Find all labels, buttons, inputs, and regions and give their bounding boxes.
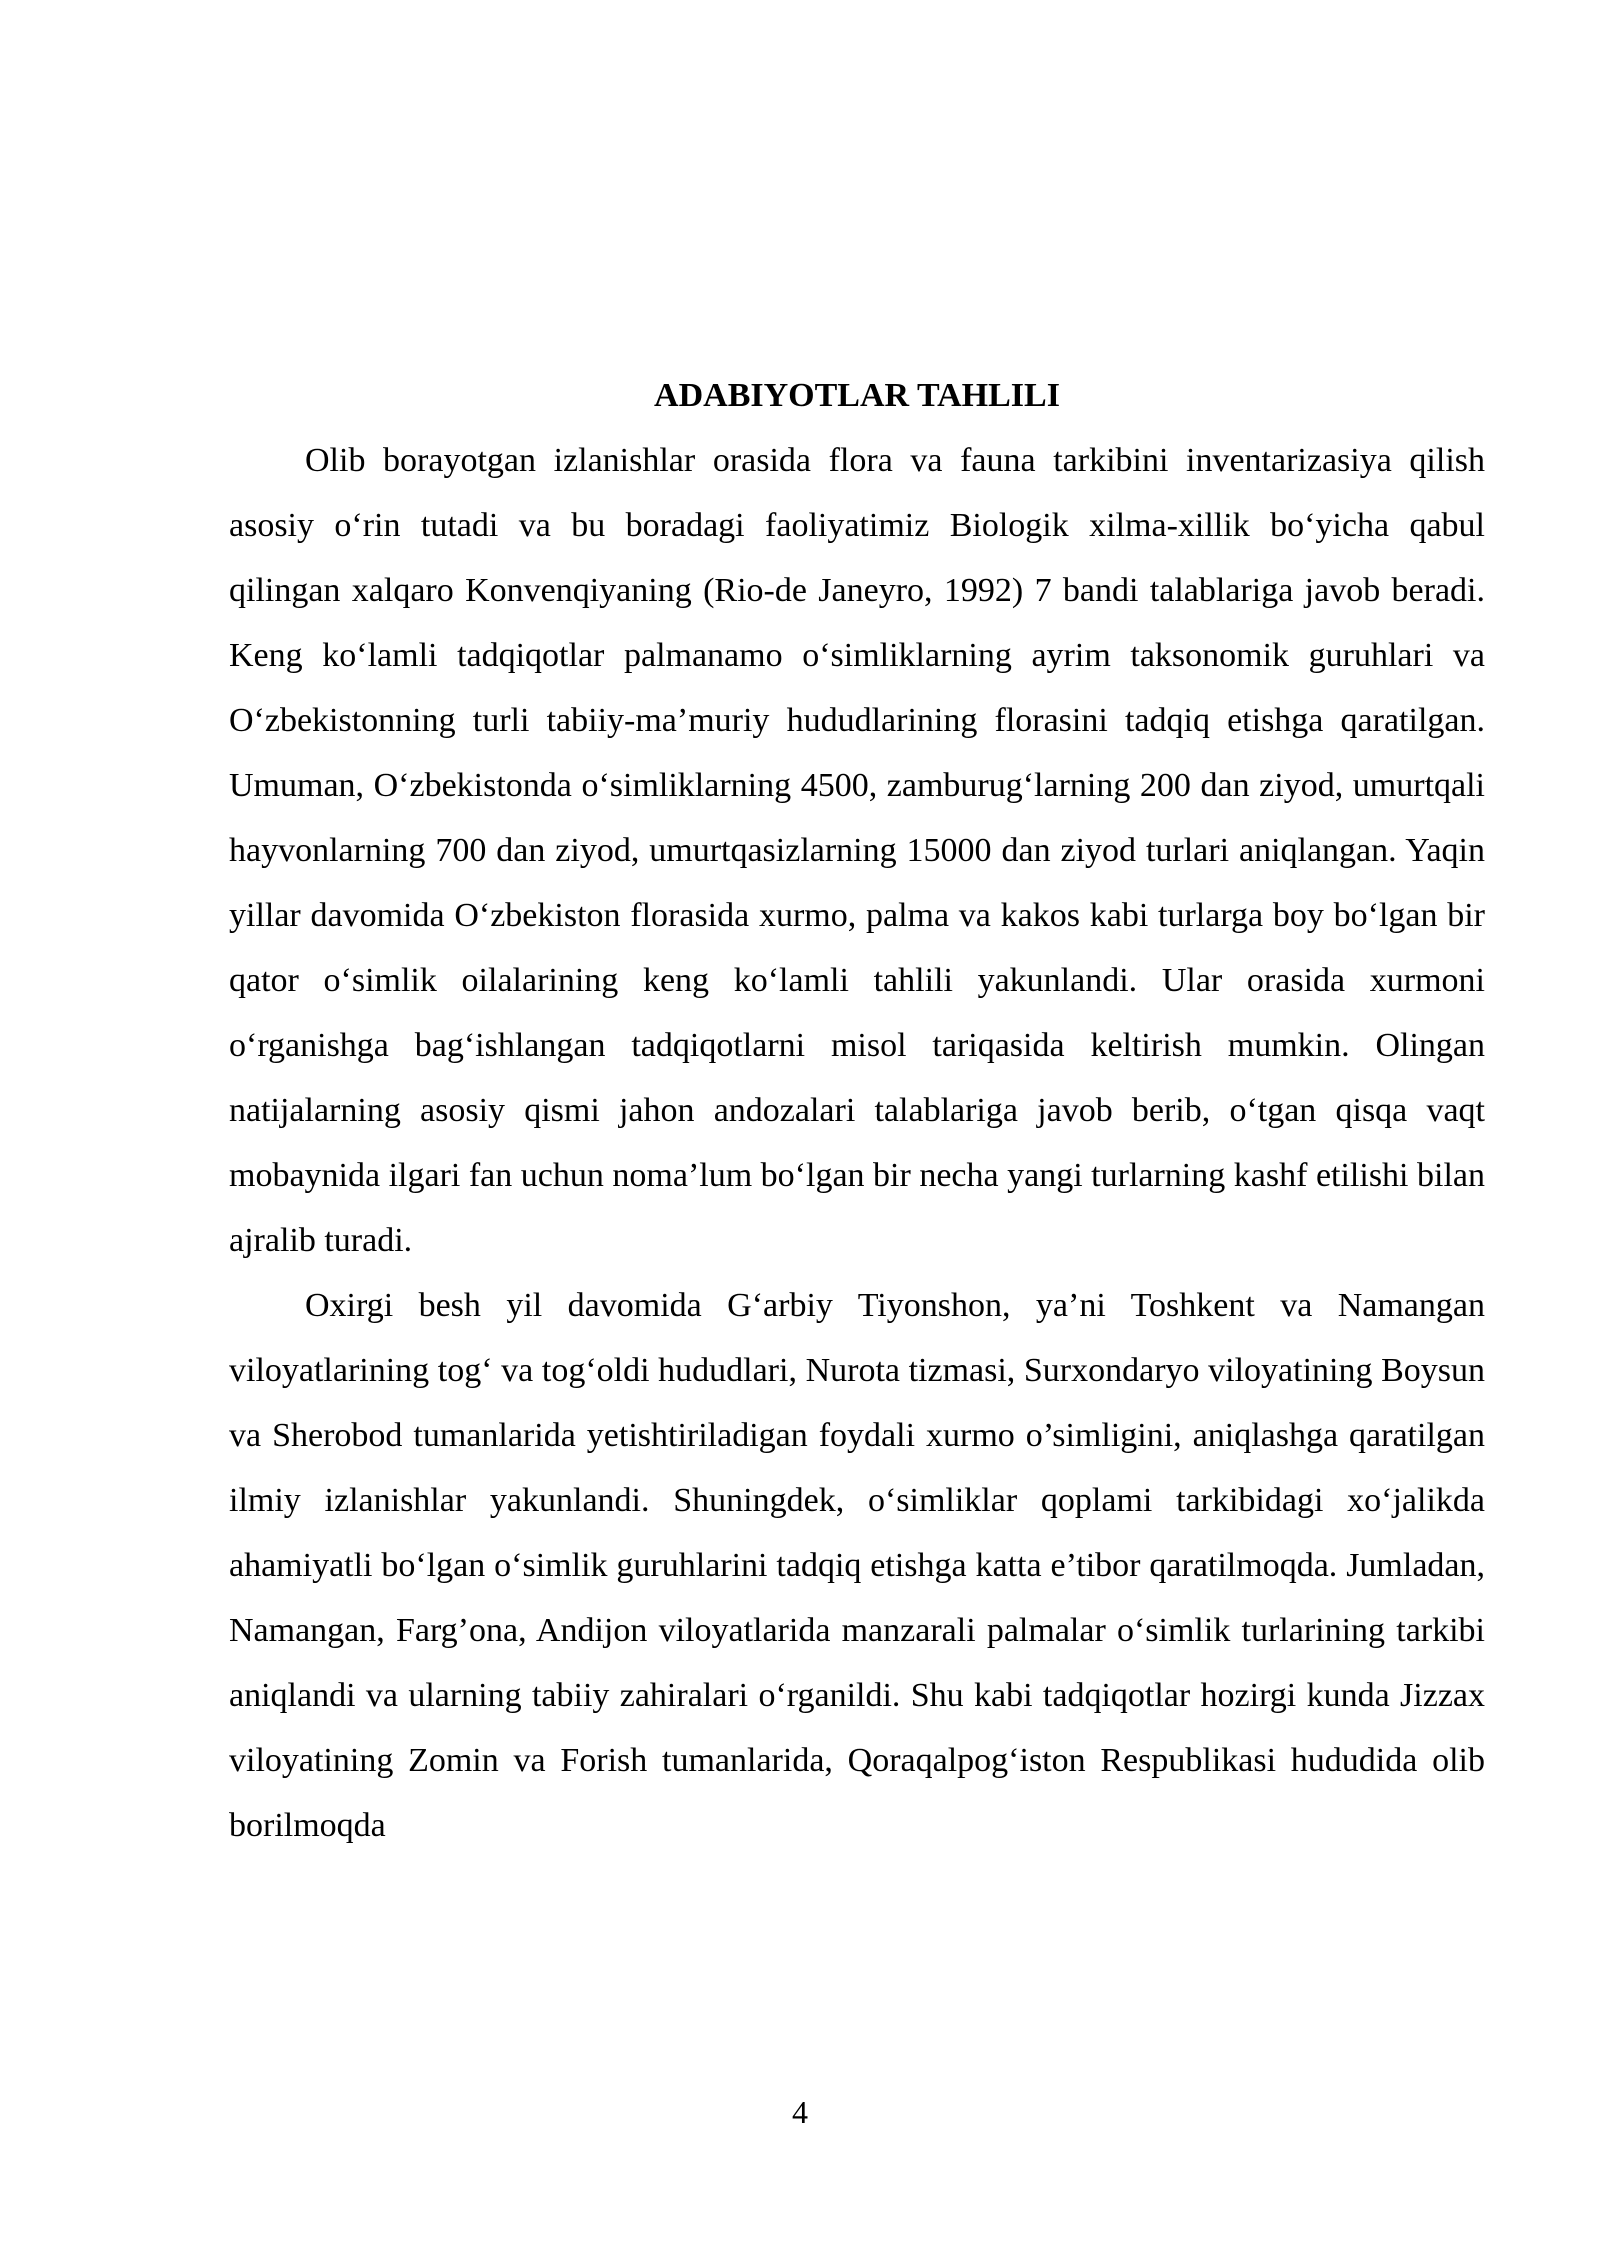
paragraph-1: Olib borayotgan izlanishlar orasida flora va fauna tarkibini inventarizasiya qilish asosiy o‘rin tutadi va bu boradagi faoliyatimiz Biologik xilma-xillik bo‘yicha qabul qilingan xalqaro Konvenqiyaning (Rio-de Janeyro, 1992) 7 bandi talablariga javob beradi. Keng ko‘lamli tadqiqotlar palmanamo o‘simliklarning ayrim taksonomik guruhlari va O‘zbekistonning turli tabiiy-ma’muriy hududlarining florasini tadqiq etishga qaratilgan. Umuman, O‘zbekistonda o‘simliklarning 4500, zamburug‘larning 200 dan ziyod, umurtqali hayvonlarning 700 dan ziyod, umurtqasizlarning 15000 dan ziyod turlari aniqlangan. Yaqin yillar davomida O‘zbekiston florasida xurmo, palma va kakos kabi turlarga boy bo‘lgan bir qator o‘simlik oilalarining keng ko‘lamli tahlili yakunlandi. Ular orasida xurmoni o‘rganishga bag‘ishlangan tadqiqotlarni misol tariqasida keltirish mumkin. Olingan natijalarning asosiy qismi jahon andozalari talablariga javob berib, o‘tgan qisqa vaqt mobaynida ilgari fan uchun noma’lum bo‘lgan bir necha yangi turlarning kashf etilishi bilan ajralib turadi. bbox=[229, 442, 1485, 1259]
body-text bbox=[229, 428, 1485, 1858]
paragraph-2: Oxirgi besh yil davomida G‘arbiy Tiyonshon, ya’ni Toshkent va Namangan viloyatlarining tog‘ va tog‘oldi hududlari, Nurota tizmasi, Surxondaryo viloyatining Boysun va Sherobod tumanlarida yetishtiriladigan foydali xurmo o’simligini, aniqlashga qaratilgan ilmiy izlanishlar yakunlandi. Shuningdek, o‘simliklar qoplami tarkibidagi xo‘jalikda ahamiyatli bo‘lgan o‘simlik guruhlarini tadqiq etishga katta e’tibor qaratilmoqda. Jumladan, Namangan, Farg’ona, Andijon viloyatlarida manzarali palmalar o‘simlik turlarining tarkibi aniqlandi va ularning tabiiy zahiralari o‘rganildi. Shu kabi tadqiqotlar hozirgi kunda Jizzax viloyatining Zomin va Forish tumanlarida, Qoraqalpog‘iston Respublikasi hududida olib borilmoqda bbox=[229, 1287, 1485, 1844]
page-number: 4 bbox=[792, 2094, 808, 2130]
section-heading: ADABIYOTLAR TAHLILI bbox=[654, 377, 1060, 414]
